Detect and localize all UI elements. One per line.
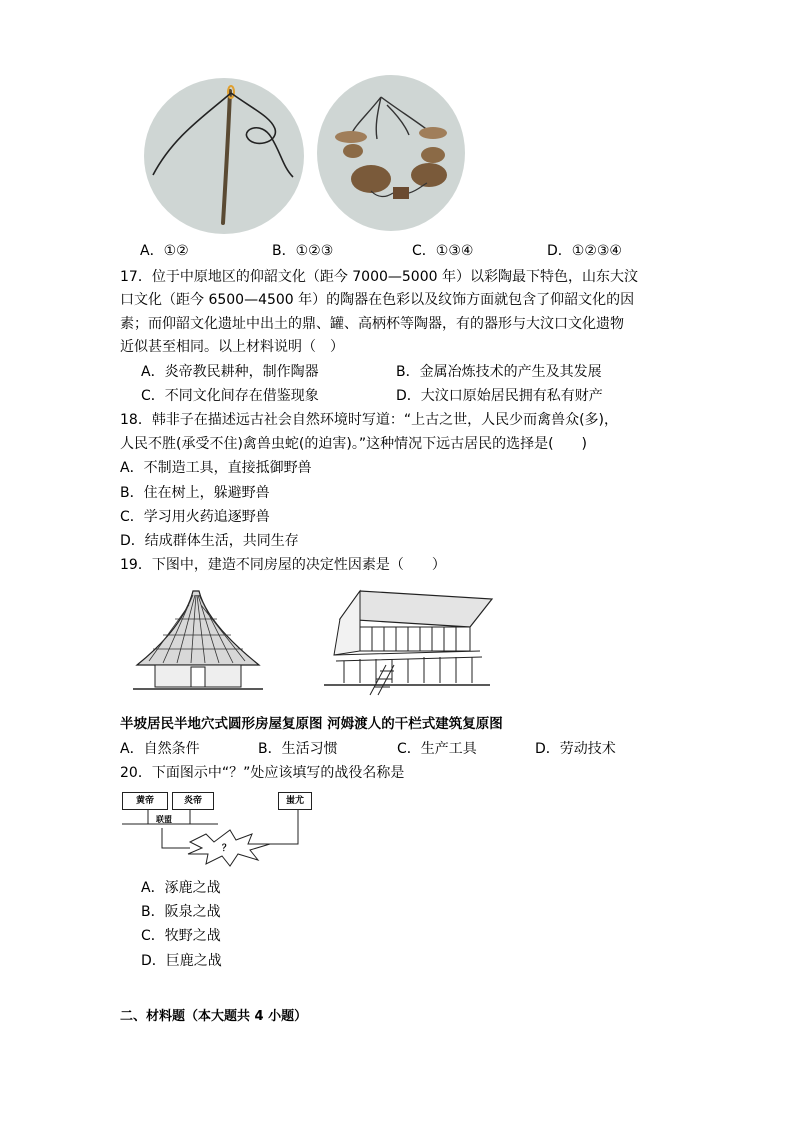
bead-necklace-image: [317, 75, 465, 231]
battle-question-mark: ？: [222, 844, 232, 854]
q20-stem: 20．下面图示中“？”处应该填写的战役名称是: [120, 765, 405, 781]
q16-option-d[interactable]: D．①②③④: [547, 243, 622, 259]
q18-option-d[interactable]: D．结成群体生活，共同生存: [120, 533, 299, 549]
q20-option-a[interactable]: A．涿鹿之战: [141, 880, 221, 896]
q19-stem: 19．下图中，建造不同房屋的决定性因素是（ ）: [120, 557, 446, 573]
bone-needle-image: [143, 77, 305, 235]
q17-option-d[interactable]: D．大汶口原始居民拥有私有财产: [396, 388, 603, 404]
q18-option-a[interactable]: A．不制造工具，直接抵御野兽: [120, 460, 312, 476]
q19-option-c[interactable]: C．生产工具: [397, 741, 477, 757]
yandi-box: 炎帝: [172, 792, 214, 810]
q18-option-b[interactable]: B．住在树上，躲避野兽: [120, 485, 270, 501]
q16-option-b[interactable]: B．①②③: [272, 243, 334, 259]
q17-stem-line: 17．位于中原地区的仰韶文化（距今 7000—5000 年）以彩陶最下特色，山东大汶: [120, 269, 638, 285]
q16-option-a[interactable]: A．①②: [140, 243, 189, 259]
q18-stem-line: 人民不胜(承受不住)禽兽虫蛇(的迫害)。”这种情况下远古居民的选择是( ): [120, 436, 588, 452]
q17-stem-line: 口文化（距今 6500—4500 年）的陶器在色彩以及纹饰方面就包含了仰韶文化的因: [120, 292, 635, 308]
q19-option-a[interactable]: A．自然条件: [120, 741, 200, 757]
q17-stem-line: 近似甚至相同。以上材料说明（ ）: [120, 339, 344, 355]
q17-stem-line: 素；而仰韶文化遗址中出土的鼎、罐、高柄杯等陶器，有的器形与大汶口文化遗物: [120, 316, 624, 332]
hemudu-stilt-house-image: [320, 585, 494, 697]
q16-option-c[interactable]: C．①③④: [412, 243, 474, 259]
q20-option-c[interactable]: C．牧野之战: [141, 928, 221, 944]
chiyou-box: 蚩尤: [278, 792, 312, 810]
alliance-label: 联盟: [156, 815, 172, 824]
huangdi-box: 黄帝: [122, 792, 168, 810]
q19-image-caption: 半坡居民半地穴式圆形房屋复原图 河姆渡人的干栏式建筑复原图: [120, 716, 503, 732]
q17-option-a[interactable]: A．炎帝教民耕种，制作陶器: [141, 364, 319, 380]
q18-stem-line: 18．韩非子在描述远古社会自然环境时写道：“上古之世，人民少而禽兽众(多)，: [120, 412, 618, 428]
q17-option-b[interactable]: B．金属冶炼技术的产生及其发展: [396, 364, 602, 380]
q18-option-c[interactable]: C．学习用火药追逐野兽: [120, 509, 270, 525]
battle-diagram: [118, 788, 313, 872]
q19-option-b[interactable]: B．生活习惯: [258, 741, 338, 757]
banpo-round-house-image: [133, 585, 263, 697]
q20-option-d[interactable]: D．巨鹿之战: [141, 953, 222, 969]
section-heading: 二、材料题（本大题共 4 小题）: [120, 1009, 308, 1024]
q19-option-d[interactable]: D．劳动技术: [535, 741, 616, 757]
q20-option-b[interactable]: B．阪泉之战: [141, 904, 221, 920]
q17-option-c[interactable]: C．不同文化间存在借鉴现象: [141, 388, 319, 404]
